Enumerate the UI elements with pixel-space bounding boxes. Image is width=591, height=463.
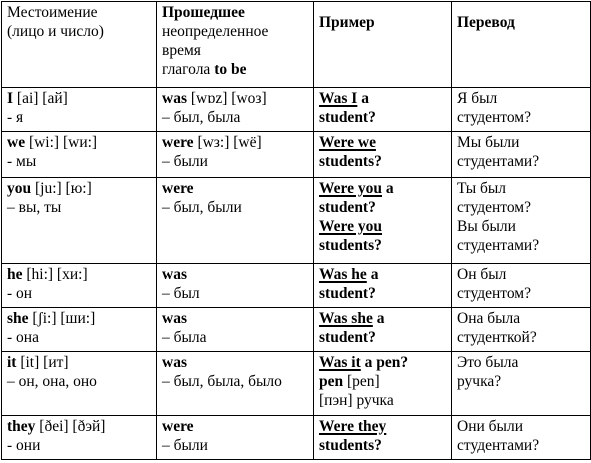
- example-cell: [314, 352, 452, 416]
- example-line1: [319, 89, 448, 108]
- translation-cell: [452, 352, 591, 416]
- example-rest: a: [357, 90, 369, 107]
- pronoun: I: [7, 90, 14, 107]
- pronoun-translation: – вы, ты: [7, 199, 62, 216]
- example-line2: student?: [319, 329, 376, 346]
- pronoun-translation: - он: [7, 285, 33, 302]
- verb-translation: – был, была, было: [162, 373, 282, 390]
- verb-cell: [157, 308, 314, 352]
- example-line1: [319, 309, 448, 328]
- pronoun: you: [7, 180, 32, 197]
- header-tense-line3: время: [162, 42, 201, 59]
- example-line4: students?: [319, 237, 382, 254]
- grammar-table: [1, 1, 591, 460]
- pronoun-transcription: [ju:] [ю:]: [31, 180, 92, 197]
- translation-line1: Это была: [457, 354, 519, 371]
- verb-cell: [157, 416, 314, 460]
- example-question-start: Was she: [319, 310, 373, 327]
- pronoun-cell: [2, 352, 157, 416]
- table-row: [2, 178, 591, 264]
- header-tense-to-be: to be: [214, 61, 247, 78]
- verb-translation: – была: [162, 329, 207, 346]
- translation-line4: студентами?: [457, 237, 540, 254]
- translation-cell: [452, 308, 591, 352]
- pronoun-transcription: [wi:] [wи:]: [25, 134, 98, 151]
- pronoun: they: [7, 418, 36, 435]
- translation-line1: Я был: [457, 90, 498, 107]
- verb-translation: – был, была: [162, 109, 241, 126]
- pronoun-translation: - она: [7, 329, 39, 346]
- translation-line2: студенткой?: [457, 329, 537, 346]
- verb: was: [162, 310, 187, 327]
- example-line1: [319, 133, 448, 152]
- verb-line: [162, 133, 310, 152]
- example-line1: [319, 179, 448, 198]
- verb: were: [162, 180, 194, 197]
- pronoun-cell: [2, 88, 157, 132]
- verb-cell: [157, 178, 314, 264]
- header-pronoun-line1: Местоимение: [7, 4, 98, 21]
- verb-transcription: [wɒz] [woз]: [186, 90, 267, 107]
- verb-transcription: [wз:] [wё]: [193, 134, 262, 151]
- translation-cell: [452, 132, 591, 178]
- verb-translation: – был, были: [162, 199, 242, 216]
- example-question-start: Were we: [319, 134, 376, 151]
- verb: was: [162, 266, 187, 283]
- example-rest: a: [372, 310, 385, 327]
- table-row: [2, 352, 591, 416]
- example-question-start: Were you: [319, 180, 382, 197]
- verb-translation: – были: [162, 437, 208, 454]
- example-question-start-plural: Were you: [319, 218, 382, 235]
- header-tense-line2: неопределенное: [162, 23, 269, 40]
- example-question-start: Were they: [319, 418, 387, 435]
- translation-line3: Вы были: [457, 218, 516, 235]
- pronoun: it: [7, 354, 17, 371]
- translation-line1: Ты был: [457, 180, 507, 197]
- example-line1: [319, 417, 448, 436]
- header-tense-line4: [162, 60, 310, 79]
- verb-translation: – были: [162, 153, 208, 170]
- example-rest: a pen?: [360, 354, 409, 371]
- table-row: [2, 132, 591, 178]
- pronoun-line: [7, 133, 153, 152]
- example-cell: [314, 132, 452, 178]
- example-question-start: Was he: [319, 266, 367, 283]
- header-tense-line4-text: глагола: [162, 61, 215, 78]
- header-tense: [157, 2, 314, 88]
- translation-cell: [452, 88, 591, 132]
- pronoun-transcription: [ai] [ай]: [13, 90, 68, 107]
- pronoun-line: [7, 309, 153, 328]
- example-line2: student?: [319, 109, 376, 126]
- pronoun-transcription: [ʃi:] [ши:]: [28, 310, 96, 327]
- example-rest: a: [366, 266, 379, 283]
- table-row: [2, 88, 591, 132]
- header-translation-label: Перевод: [457, 14, 515, 31]
- verb-cell: [157, 264, 314, 308]
- translation-line2: студентами?: [457, 437, 540, 454]
- example-line2: student?: [319, 285, 376, 302]
- pronoun-transcription: [it] [ит]: [16, 354, 69, 371]
- example-cell: [314, 416, 452, 460]
- example-question-start: Was it: [319, 354, 361, 371]
- translation-cell: [452, 178, 591, 264]
- translation-line1: Они были: [457, 418, 523, 435]
- pronoun-line: [7, 265, 153, 284]
- pronoun-line: [7, 179, 153, 198]
- pronoun-cell: [2, 132, 157, 178]
- pronoun-translation: - они: [7, 437, 41, 454]
- example-line1: [319, 265, 448, 284]
- pronoun-cell: [2, 178, 157, 264]
- example-question-start: Was I: [319, 90, 358, 107]
- example-word-transcription: [pen]: [343, 373, 380, 390]
- example-line2: [319, 372, 448, 391]
- pronoun-cell: [2, 264, 157, 308]
- verb-cell: [157, 352, 314, 416]
- example-line2: students?: [319, 437, 382, 454]
- example-line2: students?: [319, 153, 382, 170]
- translation-line1: Мы были: [457, 134, 520, 151]
- pronoun: we: [7, 134, 26, 151]
- pronoun-translation: - я: [7, 109, 24, 126]
- translation-line2: студентом?: [457, 199, 531, 216]
- pronoun-line: [7, 89, 153, 108]
- pronoun-line: [7, 417, 153, 436]
- example-line3: [пэн] ручка: [319, 392, 394, 409]
- example-line3: [319, 217, 448, 236]
- translation-line1: Он был: [457, 266, 507, 283]
- pronoun-line: [7, 353, 153, 372]
- pronoun: he: [7, 266, 23, 283]
- header-tense-line1: Прошедшее: [162, 4, 245, 21]
- pronoun-cell: [2, 308, 157, 352]
- verb: was: [162, 90, 187, 107]
- verb-cell: [157, 132, 314, 178]
- header-translation: [452, 2, 591, 88]
- header-example-label: Пример: [319, 14, 375, 31]
- table-row: [2, 308, 591, 352]
- pronoun-cell: [2, 416, 157, 460]
- header-pronoun: [2, 2, 157, 88]
- pronoun-translation: – он, она, оно: [7, 373, 97, 390]
- translation-line2: студентами?: [457, 153, 540, 170]
- header-row: [2, 2, 591, 88]
- translation-cell: [452, 416, 591, 460]
- verb: was: [162, 354, 187, 371]
- verb: were: [162, 134, 194, 151]
- translation-cell: [452, 264, 591, 308]
- pronoun-transcription: [ðei] [ðэй]: [35, 418, 106, 435]
- verb-cell: [157, 88, 314, 132]
- example-line1: [319, 353, 448, 372]
- header-example: [314, 2, 452, 88]
- translation-line2: студентом?: [457, 109, 531, 126]
- header-pronoun-line2: (лицо и число): [7, 23, 104, 40]
- example-line2: student?: [319, 199, 376, 216]
- verb-translation: – был: [162, 285, 200, 302]
- pronoun: she: [7, 310, 29, 327]
- translation-line2: ручка?: [457, 373, 502, 390]
- example-cell: [314, 88, 452, 132]
- verb-line: [162, 89, 310, 108]
- pronoun-translation: - мы: [7, 153, 37, 170]
- table-row: [2, 416, 591, 460]
- example-cell: [314, 264, 452, 308]
- table-row: [2, 264, 591, 308]
- example-cell: [314, 308, 452, 352]
- example-rest: a: [382, 180, 394, 197]
- example-word: pen: [319, 373, 344, 390]
- verb: were: [162, 418, 194, 435]
- translation-line1: Она была: [457, 310, 521, 327]
- translation-line2: студентом?: [457, 285, 531, 302]
- pronoun-transcription: [hi:] [хи:]: [22, 266, 88, 283]
- example-cell: [314, 178, 452, 264]
